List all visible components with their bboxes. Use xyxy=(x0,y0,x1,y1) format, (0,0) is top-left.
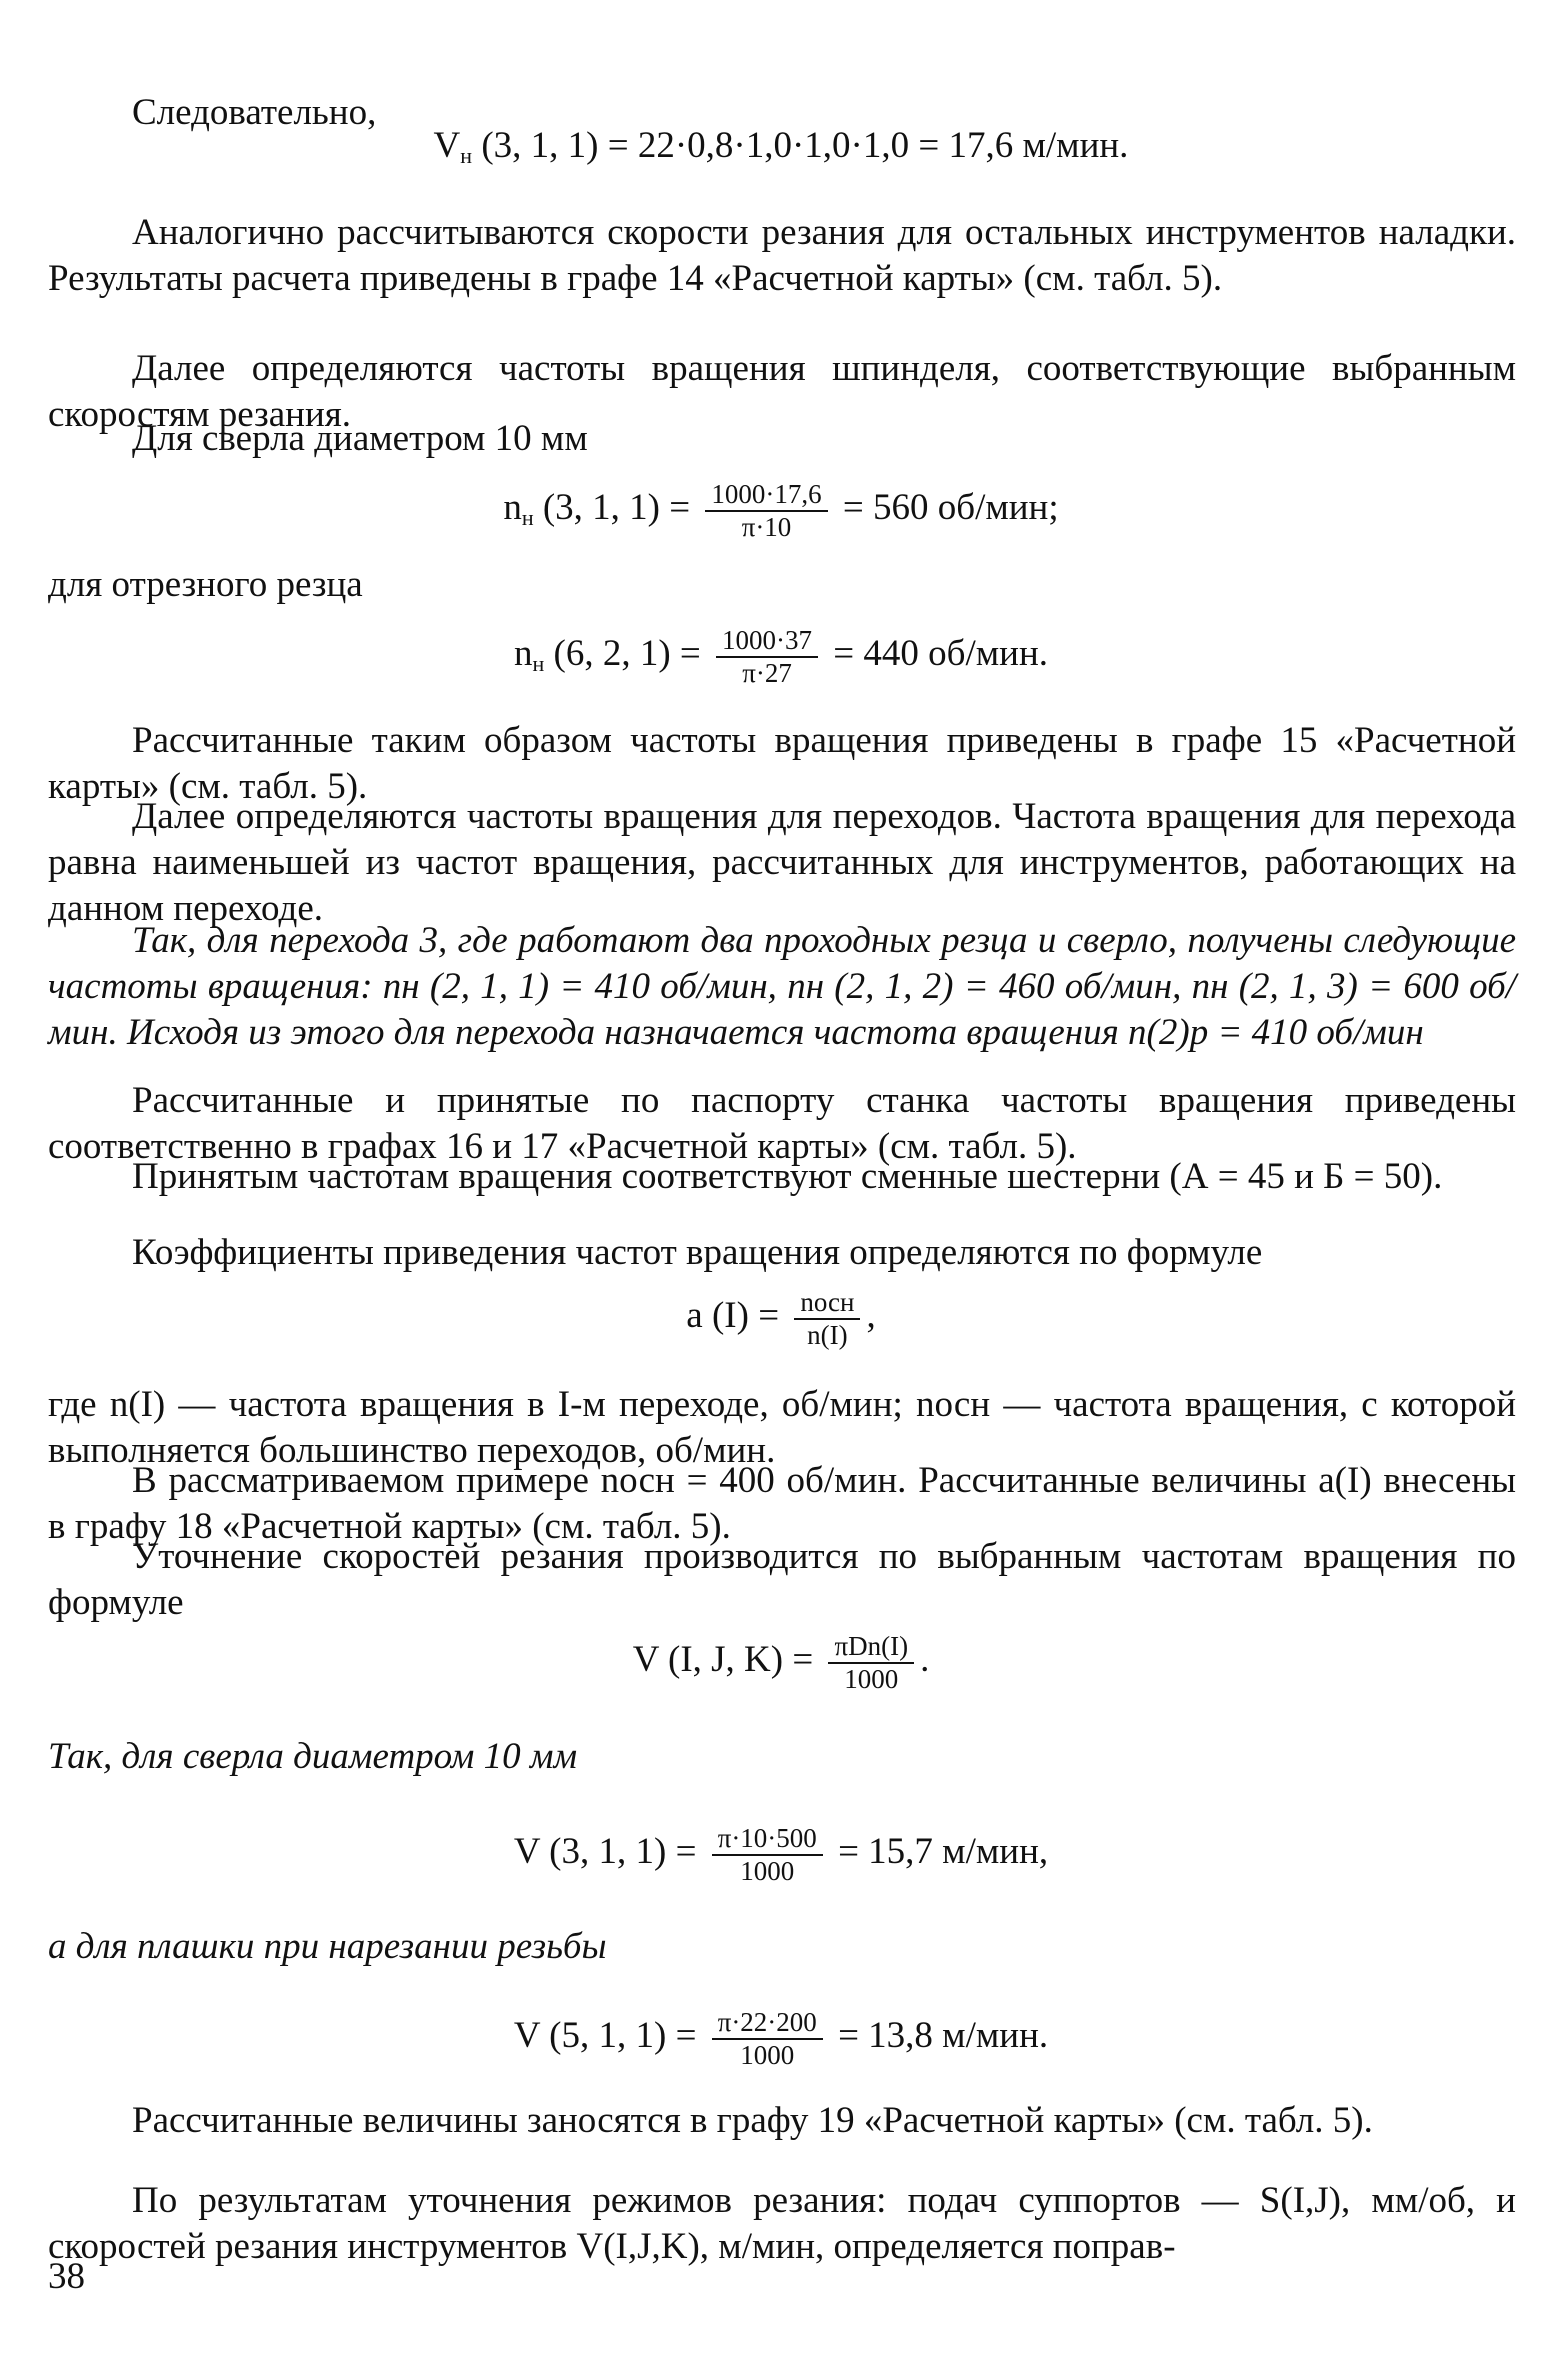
fraction: $\frac{1000\cdot 37}{\pi\cdot 27}$ xyxy=(716,625,818,689)
formula-velocity-v-i-j-k: V (I, J, K) = $\frac{\text{πDn(I)}}{1000}$ . xyxy=(632,1630,930,1694)
paragraph-smennye-shesterni: Принятым частотам вращения соответствуют сменные шестерни (А = 45 и Б = 50). xyxy=(132,1156,1443,1197)
paragraph-gde-n-i: где n(I) — частота вращения в I-м переходе, об/мин; nосн — частота вращения, с которой выполняется большинство переходов, об/мин. xyxy=(48,1384,1516,1471)
fraction: $\frac{1000\cdot 17,6}{\pi\cdot 10}$ xyxy=(705,479,827,543)
formula-rpm-n-6-2-1: $n_н$ (6, 2, 1) = $\frac{1000\cdot 37}{\pi\cdot 27}$ = 440 об/мин. xyxy=(513,624,1049,688)
formula-coefficient-a: a (I) = $\frac{\text{nосн}}{n(I)}$ , xyxy=(686,1286,876,1350)
paragraph-po-rezultatam-utochneniya: По результатам уточнения режимов резания: подач суппортов — S(I,J), мм/об, и скоростей резания инструментов V(I,J,K), м/мин, определяется поправ- xyxy=(48,2180,1516,2267)
paragraph-chastoty-dlya-perehodov: Далее определяются частоты вращения для переходов. Частота вращения для перехода равна наименьшей из частот вращения, рассчитанных для инструментов, работающих на данном переходе. xyxy=(48,796,1516,929)
fraction: $\frac{\text{nосн}}{n(I)}$ xyxy=(794,1287,860,1351)
paragraph-dlya-plashki: а для плашки при нарезании резьбы xyxy=(48,1926,607,1967)
paragraph-koefficienty-privedeniya: Коэффициенты приведения частот вращения определяются по формуле xyxy=(132,1232,1263,1273)
paragraph-sledovatelno: Следовательно, xyxy=(132,92,377,133)
formula-rpm-n-3-1-1: $n_н$ (3, 1, 1) = $\frac{1000\cdot 17,6}{\pi\cdot 10}$ = 560 об/мин; xyxy=(503,478,1059,542)
paragraph-tak-dlya-perehoda-3: Так, для перехода 3, где работают два проходных резца и сверло, получены следующие частоты вращения: nн (2, 1, 1) = 410 об/мин, nн (2, 1, 2) = 460 об/мин, nн (2, 1, 3) = 600 об/мин. Исходя из этого для перехода назначается частота вращения n(2)р = 410 об/мин xyxy=(48,920,1516,1053)
paragraph-po-pasportu-stanka: Рассчитанные и принятые по паспорту станка частоты вращения приведены соответственно в графах 16 и 17 «Расчетной карты» (см. табл. 5). xyxy=(48,1080,1516,1167)
paragraph-grafa-19: Рассчитанные величины заносятся в графу 19 «Расчетной карты» (см. табл. 5). xyxy=(132,2100,1373,2141)
paragraph-dlya-sverla: Для сверла диаметром 10 мм xyxy=(132,418,588,459)
paragraph-rassmatrivaemom-primere: В рассматриваемом примере nосн = 400 об/мин. Рассчитанные величины a(I) внесены в графу 18 «Расчетной карты» (см. табл. 5). xyxy=(48,1460,1516,1547)
page-number: 38 xyxy=(48,2256,85,2297)
paragraph-dalee-chastoty: Далее определяются частоты вращения шпинделя, соответствующие выбранным скоростям резания. xyxy=(48,348,1516,435)
paragraph-tak-dlya-sverla: Так, для сверла диаметром 10 мм xyxy=(48,1736,578,1777)
formula-velocity-v-5-1-1: V (5, 1, 1) = $\frac{\pi\cdot 22\cdot 200}{1000}$ = 13,8 м/мин. xyxy=(513,2006,1049,2070)
formula-velocity-v-3-1-1: $V_н$ (3, 1, 1) = 22·0,8·1,0·1,0·1,0 = 17,6 м/мин. xyxy=(433,125,1129,168)
formula-velocity-v-3-1-1-refined: V (3, 1, 1) = $\frac{\pi\cdot 10\cdot 500}{1000}$ = 15,7 м/мин, xyxy=(513,1822,1049,1886)
fraction: $\frac{\pi\cdot 22\cdot 200}{1000}$ xyxy=(712,2007,823,2071)
fraction: $\frac{\pi\cdot 10\cdot 500}{1000}$ xyxy=(712,1823,823,1887)
paragraph-analogichno: Аналогично рассчитываются скорости резания для остальных инструментов наладки. Результаты расчета приведены в графе 14 «Расчетной карты» (см. табл. 5). xyxy=(48,212,1516,299)
paragraph-dlya-otreznogo: для отрезного резца xyxy=(48,564,363,605)
fraction: $\frac{\text{πDn(I)}}{1000}$ xyxy=(828,1631,914,1695)
paragraph-rasschitannye-grafa-15: Рассчитанные таким образом частоты вращения приведены в графе 15 «Расчетной карты» (см. табл. 5). xyxy=(48,720,1516,807)
paragraph-utochnenie-skorostey: Уточнение скоростей резания производится по выбранным частотам вращения по формуле xyxy=(48,1536,1516,1623)
